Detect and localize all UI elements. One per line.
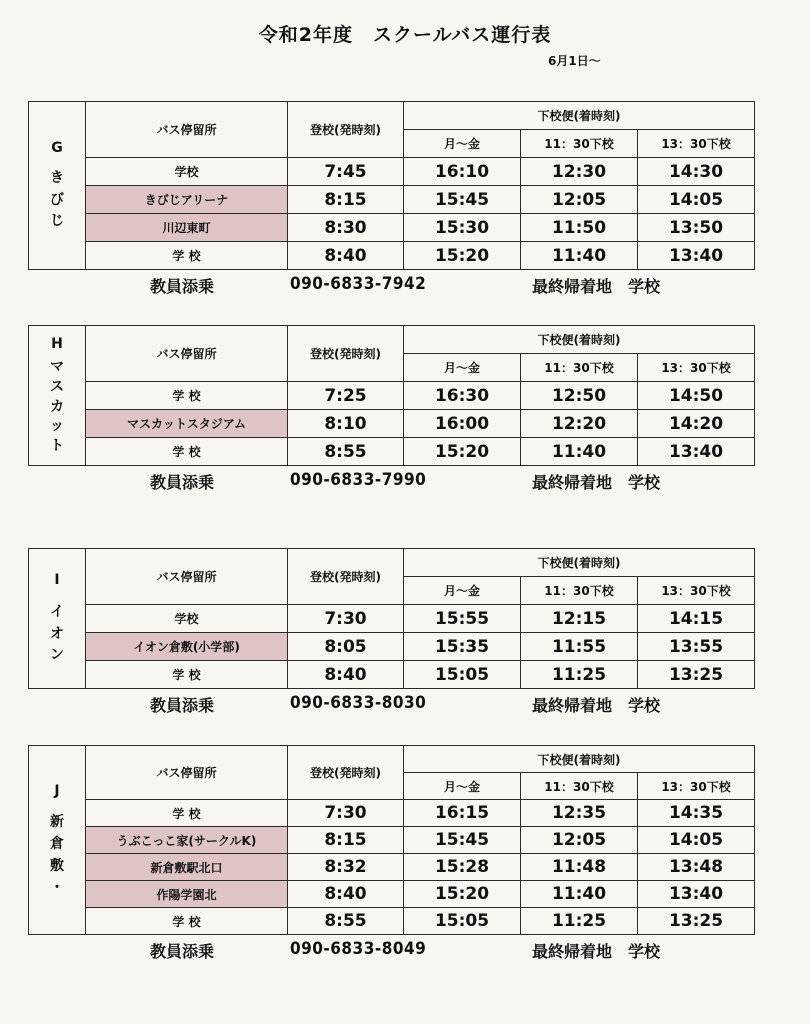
header-1330: 13：30下校 bbox=[638, 354, 755, 382]
time-1130: 12:20 bbox=[521, 410, 638, 438]
table-row bbox=[29, 158, 755, 186]
weekday-time: 15:45 bbox=[404, 186, 521, 214]
route-name-char: マ bbox=[50, 359, 64, 376]
header-weekday: 月～金 bbox=[404, 773, 521, 800]
time-1130: 11:25 bbox=[521, 908, 638, 935]
table-row bbox=[29, 854, 755, 881]
time-1330: 13:48 bbox=[638, 854, 755, 881]
time-1130: 11:40 bbox=[521, 438, 638, 466]
table-row bbox=[29, 800, 755, 827]
table-row bbox=[29, 827, 755, 854]
route-letter: J bbox=[54, 782, 60, 799]
table-row bbox=[29, 382, 755, 410]
route-letter: I bbox=[54, 572, 60, 589]
header-stop: バス停留所 bbox=[86, 326, 288, 382]
table-row bbox=[29, 438, 755, 466]
weekday-time: 15:45 bbox=[404, 827, 521, 854]
depart-time: 8:55 bbox=[288, 438, 404, 466]
route-label bbox=[29, 326, 86, 466]
final-destination: 最終帰着地 学校 bbox=[532, 942, 661, 961]
header-1130: 11：30下校 bbox=[521, 130, 638, 158]
table-row bbox=[29, 186, 755, 214]
header-return: 下校便(着時刻) bbox=[404, 326, 755, 354]
depart-time: 8:40 bbox=[288, 881, 404, 908]
phone-number: 090-6833-7990 bbox=[290, 470, 427, 490]
stop-name: 新倉敷駅北口 bbox=[86, 854, 288, 881]
route-footer bbox=[28, 689, 754, 715]
stop-name: うぶこっこ家(サークルK) bbox=[86, 827, 288, 854]
route-label bbox=[29, 746, 86, 935]
time-1130: 12:50 bbox=[521, 382, 638, 410]
staff-label: 教員添乗 bbox=[150, 277, 215, 296]
effective-date: 6月1日～ bbox=[548, 54, 601, 68]
depart-time: 7:30 bbox=[288, 800, 404, 827]
header-stop: バス停留所 bbox=[86, 549, 288, 605]
stop-name: 学 校 bbox=[86, 242, 288, 270]
weekday-time: 15:55 bbox=[404, 605, 521, 633]
header-depart: 登校(発時刻) bbox=[288, 746, 404, 800]
route-name-char: び bbox=[50, 191, 64, 208]
weekday-time: 15:20 bbox=[404, 881, 521, 908]
stop-name: 学 校 bbox=[86, 438, 288, 466]
stop-name: 学 校 bbox=[86, 661, 288, 689]
header-1130: 11：30下校 bbox=[521, 354, 638, 382]
route-name-char: じ bbox=[50, 213, 64, 230]
depart-time: 7:45 bbox=[288, 158, 404, 186]
final-destination: 最終帰着地 学校 bbox=[532, 696, 661, 715]
table-row bbox=[29, 661, 755, 689]
table-row bbox=[29, 605, 755, 633]
header-1330: 13：30下校 bbox=[638, 577, 755, 605]
route-name-char: 敷 bbox=[50, 857, 64, 874]
depart-time: 8:55 bbox=[288, 908, 404, 935]
header-return: 下校便(着時刻) bbox=[404, 102, 755, 130]
schedule-table bbox=[28, 745, 755, 935]
schedule-table bbox=[28, 325, 755, 466]
route-name-char: ト bbox=[50, 437, 64, 454]
time-1330: 14:35 bbox=[638, 800, 755, 827]
table-row bbox=[29, 633, 755, 661]
weekday-time: 15:20 bbox=[404, 438, 521, 466]
header-stop: バス停留所 bbox=[86, 746, 288, 800]
time-1330: 13:50 bbox=[638, 214, 755, 242]
route-name-char: カ bbox=[50, 398, 64, 415]
weekday-time: 15:20 bbox=[404, 242, 521, 270]
route-g bbox=[28, 101, 754, 296]
time-1130: 12:35 bbox=[521, 800, 638, 827]
time-1130: 12:15 bbox=[521, 605, 638, 633]
table-row bbox=[29, 214, 755, 242]
weekday-time: 16:30 bbox=[404, 382, 521, 410]
schedule-table bbox=[28, 101, 755, 270]
depart-time: 8:10 bbox=[288, 410, 404, 438]
staff-label: 教員添乗 bbox=[150, 696, 215, 715]
weekday-time: 16:10 bbox=[404, 158, 521, 186]
time-1330: 13:40 bbox=[638, 242, 755, 270]
stop-name: 川辺東町 bbox=[86, 214, 288, 242]
route-name-char: ン bbox=[50, 647, 64, 664]
staff-label: 教員添乗 bbox=[150, 473, 215, 492]
weekday-time: 15:35 bbox=[404, 633, 521, 661]
stop-name: きびじアリーナ bbox=[86, 186, 288, 214]
header-return: 下校便(着時刻) bbox=[404, 746, 755, 773]
time-1330: 14:05 bbox=[638, 827, 755, 854]
route-label bbox=[29, 549, 86, 689]
depart-time: 7:30 bbox=[288, 605, 404, 633]
depart-time: 8:15 bbox=[288, 827, 404, 854]
page-title: 令和2年度 スクールバス運行表 bbox=[258, 24, 552, 46]
time-1130: 11:55 bbox=[521, 633, 638, 661]
header-return: 下校便(着時刻) bbox=[404, 549, 755, 577]
header-weekday: 月～金 bbox=[404, 577, 521, 605]
header-1130: 11：30下校 bbox=[521, 577, 638, 605]
route-name-char: イ bbox=[50, 603, 64, 620]
weekday-time: 16:00 bbox=[404, 410, 521, 438]
time-1330: 14:50 bbox=[638, 382, 755, 410]
route-footer bbox=[28, 270, 754, 296]
route-name-char: 新 bbox=[50, 814, 64, 831]
stop-name: 学校 bbox=[86, 158, 288, 186]
weekday-time: 15:05 bbox=[404, 908, 521, 935]
time-1330: 14:20 bbox=[638, 410, 755, 438]
route-name-char: 倉 bbox=[50, 836, 64, 853]
time-1330: 14:05 bbox=[638, 186, 755, 214]
phone-number: 090-6833-8049 bbox=[290, 939, 427, 959]
route-j bbox=[28, 745, 754, 961]
header-1330: 13：30下校 bbox=[638, 130, 755, 158]
header-depart: 登校(発時刻) bbox=[288, 102, 404, 158]
time-1130: 11:40 bbox=[521, 242, 638, 270]
route-footer bbox=[28, 935, 754, 961]
table-row bbox=[29, 908, 755, 935]
time-1130: 12:30 bbox=[521, 158, 638, 186]
stop-name: 学 校 bbox=[86, 800, 288, 827]
final-destination: 最終帰着地 学校 bbox=[532, 473, 661, 492]
table-row bbox=[29, 242, 755, 270]
schedule-table bbox=[28, 548, 755, 689]
depart-time: 8:32 bbox=[288, 854, 404, 881]
depart-time: 8:05 bbox=[288, 633, 404, 661]
route-name-char: き bbox=[50, 169, 64, 186]
stop-name: 学 校 bbox=[86, 908, 288, 935]
route-name-char: ス bbox=[50, 378, 64, 395]
time-1330: 14:30 bbox=[638, 158, 755, 186]
depart-time: 8:30 bbox=[288, 214, 404, 242]
depart-time: 7:25 bbox=[288, 382, 404, 410]
time-1330: 13:25 bbox=[638, 661, 755, 689]
route-i bbox=[28, 548, 754, 715]
route-name-char: ッ bbox=[50, 418, 64, 435]
time-1130: 11:50 bbox=[521, 214, 638, 242]
header-depart: 登校(発時刻) bbox=[288, 549, 404, 605]
final-destination: 最終帰着地 学校 bbox=[532, 277, 661, 296]
weekday-time: 15:28 bbox=[404, 854, 521, 881]
time-1330: 13:55 bbox=[638, 633, 755, 661]
weekday-time: 15:30 bbox=[404, 214, 521, 242]
header-depart: 登校(発時刻) bbox=[288, 326, 404, 382]
time-1330: 13:40 bbox=[638, 438, 755, 466]
header-stop: バス停留所 bbox=[86, 102, 288, 158]
header-1330: 13：30下校 bbox=[638, 773, 755, 800]
weekday-time: 15:05 bbox=[404, 661, 521, 689]
time-1130: 11:48 bbox=[521, 854, 638, 881]
stop-name: 作陽学園北 bbox=[86, 881, 288, 908]
route-footer bbox=[28, 466, 754, 492]
staff-label: 教員添乗 bbox=[150, 942, 215, 961]
route-label bbox=[29, 102, 86, 270]
header-weekday: 月～金 bbox=[404, 130, 521, 158]
phone-number: 090-6833-7942 bbox=[290, 274, 427, 294]
route-name-char: オ bbox=[50, 625, 64, 642]
time-1130: 12:05 bbox=[521, 827, 638, 854]
stop-name: イオン倉敷(小学部) bbox=[86, 633, 288, 661]
stop-name: 学 校 bbox=[86, 382, 288, 410]
table-row bbox=[29, 410, 755, 438]
route-name-char: ・ bbox=[50, 879, 64, 896]
table-row bbox=[29, 881, 755, 908]
stop-name: マスカットスタジアム bbox=[86, 410, 288, 438]
route-letter: H bbox=[51, 335, 63, 352]
depart-time: 8:40 bbox=[288, 242, 404, 270]
route-letter: G bbox=[51, 140, 63, 157]
depart-time: 8:40 bbox=[288, 661, 404, 689]
header-weekday: 月～金 bbox=[404, 354, 521, 382]
time-1130: 11:25 bbox=[521, 661, 638, 689]
time-1130: 12:05 bbox=[521, 186, 638, 214]
route-h bbox=[28, 325, 754, 492]
stop-name: 学校 bbox=[86, 605, 288, 633]
time-1130: 11:40 bbox=[521, 881, 638, 908]
weekday-time: 16:15 bbox=[404, 800, 521, 827]
time-1330: 13:40 bbox=[638, 881, 755, 908]
time-1330: 14:15 bbox=[638, 605, 755, 633]
depart-time: 8:15 bbox=[288, 186, 404, 214]
time-1330: 13:25 bbox=[638, 908, 755, 935]
header-1130: 11：30下校 bbox=[521, 773, 638, 800]
phone-number: 090-6833-8030 bbox=[290, 693, 427, 713]
